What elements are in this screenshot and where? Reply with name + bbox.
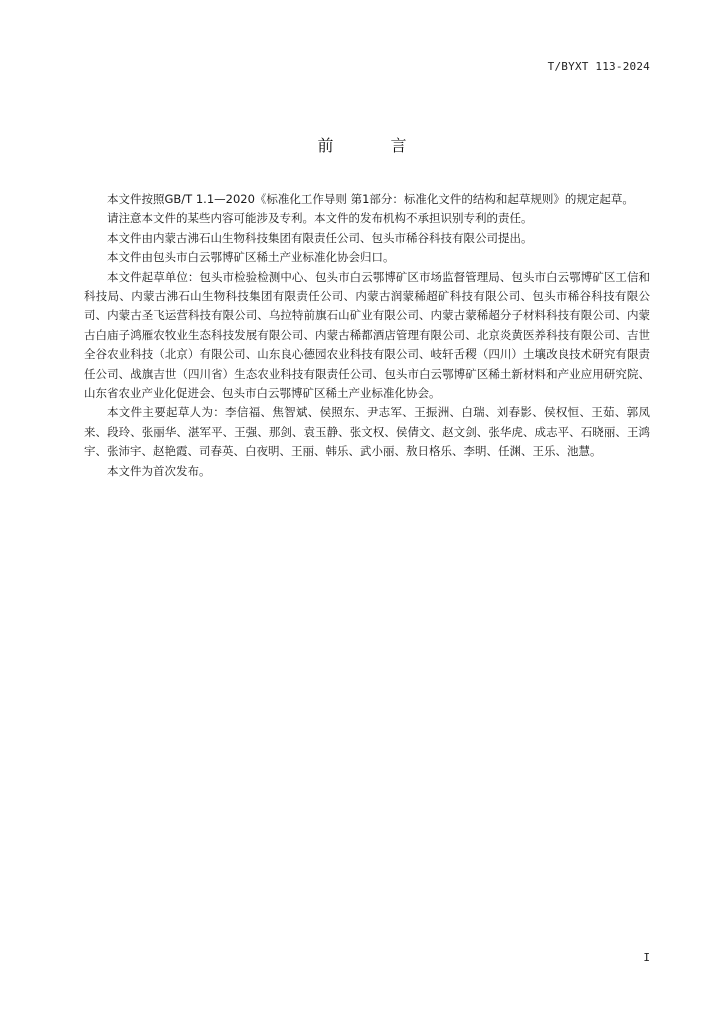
document-code: T/BYXT 113-2024 [547, 60, 650, 73]
page-number: I [643, 951, 650, 964]
page-title: 前 言 [317, 136, 433, 155]
paragraph-drafters: 本文件主要起草人为：李信福、焦智斌、侯照东、尹志军、王振洲、白瑞、刘春影、侯权恒、王茹、郭凤来、段玲、张丽华、湛军平、王强、那剑、袁玉静、张文权、侯倩文、赵文剑、张华虎、成志平、石晓丽、王鸿宇、张沛宇、赵艳霞、司春英、白夜明、王丽、韩乐、武小丽、敖日格乐、李明、任渊、王乐、池慧。 [84, 405, 650, 459]
paragraph-drafting-units: 本文件起草单位：包头市检验检测中心、包头市白云鄂博矿区市场监督管理局、包头市白云鄂博矿区工信和科技局、内蒙古沸石山生物科技集团有限责任公司、内蒙古润蒙稀超矿科技有限公司、包头市稀谷科技有限公司、内蒙古圣飞运营科技有限公司、乌拉特前旗石山矿业有限公司、内蒙古蒙稀超分子材料科技有限公司、内蒙古白庙子鸿雁农牧业生态科技发展有限公司、内蒙古稀都酒店管理有限公司、北京炎黄医养科技有限公司、吉世全谷农业科技（北京）有限公司、山东良心德园农业科技有限公司、岐轩舌稷（四川）土壤改良技术研究有限责任公司、战旗吉世（四川省）生态农业科技有限责任公司、包头市白云鄂博矿区稀土新材料和产业应用研究院、山东省农业产业化促进会、包头市白云鄂博矿区稀土产业标准化协会。 [84, 269, 650, 401]
paragraph-drafting-rules: 本文件按照GB/T 1.1—2020《标准化工作导则 第1部分：标准化文件的结构和起草规则》的规定起草。 [107, 192, 634, 206]
paragraph-centralized-unit: 本文件由包头市白云鄂博矿区稀土产业标准化协会归口。 [107, 250, 395, 265]
foreword-body [84, 190, 650, 481]
paragraph-first-release: 本文件为首次发布。 [107, 463, 211, 478]
paragraph-patent-notice: 请注意本文件的某些内容可能涉及专利。本文件的发布机构不承担识别专利的责任。 [107, 211, 533, 226]
paragraph-proposer: 本文件由内蒙古沸石山生物科技集团有限责任公司、包头市稀谷科技有限公司提出。 [107, 230, 533, 245]
